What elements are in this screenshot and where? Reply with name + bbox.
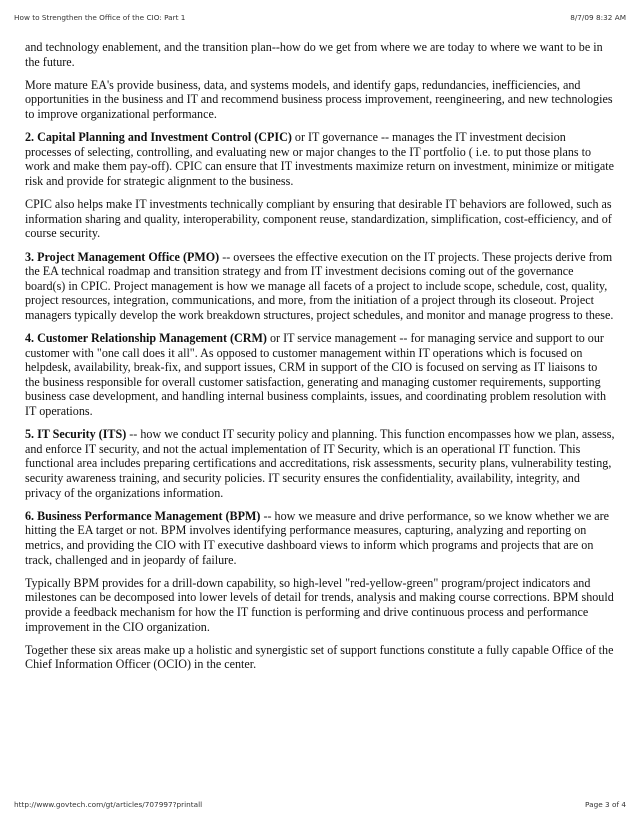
article-url: http://www.govtech.com/gt/articles/707997?printall	[14, 800, 203, 809]
paragraph-conclusion: Together these six areas make up a holistic and synergistic set of support functions constitute a fully capable Office of the Chief Information Officer (OCIO) in the center.	[25, 642, 614, 672]
paragraph-cpic: 2. Capital Planning and Investment Control (CPIC) or IT governance -- manages the IT investment decision processes of selecting, controlling, and evaluating new or major changes to the IT portfolio ( i.e. to put those plans to work and make them pay-off). CPIC can ensure that IT investments maximize return on investment, minimize or mitigate risk and provide for strategic alignment to the business.	[25, 130, 614, 188]
page-title: How to Strengthen the Office of the CIO: Part 1	[14, 13, 186, 22]
paragraph-cpic-compliance: CPIC also helps make IT investments technically compliant by ensuring that desirable IT behaviors are followed, such as information sharing and quality, interoperability, component reuse, standardization, simplification, cost-efficiency, and of course security.	[25, 197, 612, 241]
print-datetime: 8/7/09 8:32 AM	[570, 13, 626, 22]
page-number: Page 3 of 4	[585, 800, 626, 809]
section-heading-bpm: 6. Business Performance Management (BPM)	[25, 508, 261, 523]
article-body	[25, 40, 615, 681]
section-heading-its: 5. IT Security (ITS)	[25, 427, 127, 442]
paragraph-pmo: 3. Project Management Office (PMO) -- oversees the effective execution on the IT projects. These projects derive from the EA technical roadmap and transition strategy and from IT investment decisions coming out of the governance board(s) in CPIC. Project management is how we manage all facets of a project to include scope, schedule, cost, quality, project resources, integration, communications, and more, from the initiation of a project through its closeout. Project managers typically develop the work breakdown structures, project schedules, and monitor and manage progress to these.	[25, 249, 614, 322]
section-heading-crm: 4. Customer Relationship Management (CRM)	[25, 331, 267, 346]
paragraph-bpm: 6. Business Performance Management (BPM) -- how we measure and drive performance, so we know whether we are hitting the EA target or not. BPM involves identifying performance measures, capturing, analyzing and reporting on metrics, and providing the CIO with IT executive dashboard views to inform which programs and projects that are on track, challenged and in jeopardy of failure.	[25, 508, 610, 567]
paragraph-crm: 4. Customer Relationship Management (CRM) or IT service management -- for managing service and support to our customer with "one call does it all". As opposed to customer management within IT operations which is focused on helpdesk, availability, break-fix, and support issues, CRM in support of the CIO is focused on serving as IT liaisons to the business responsible for overall customer satisfaction, generating and managing customer requirements, supporting business case development, and handling internal business complaints, issues, and coordinating problem resolution with IT operations.	[25, 331, 607, 419]
paragraph-bpm-drilldown: Typically BPM provides for a drill-down capability, so high-level "red-yellow-green" program/project indicators and milestones can be decomposed into lower levels of detail for trends, analysis and making course corrections. BPM should provide a feedback mechanism for how the IT function is performing and drive continuous process and performance improvement in the CIO organization.	[25, 575, 614, 634]
paragraph-its: 5. IT Security (ITS) -- how we conduct IT security policy and planning. This function encompasses how we plan, assess, and enforce IT security, and not the actual implementation of IT Security, which is an operational IT function. This functional area includes preparing certifications and accreditations, risk assessments, security plans, vulnerability testing, security awareness training, and security policies. IT security ensures the confidentiality, availability, integrity, and privacy of the organizations information.	[25, 427, 615, 500]
paragraph-ea-transition: and technology enablement, and the transition plan--how do we get from where we are today to where we want to be in the future.	[25, 40, 603, 69]
paragraph-mature-ea: More mature EA's provide business, data, and systems models, and identify gaps, redundancies, inefficiencies, and opportunities in the business and IT and recommend business process improvement, reengineering, and new technologies to improve organizational performance.	[25, 77, 613, 121]
section-heading-pmo: 3. Project Management Office (PMO)	[25, 249, 220, 264]
section-heading-cpic: 2. Capital Planning and Investment Control (CPIC)	[25, 130, 292, 145]
